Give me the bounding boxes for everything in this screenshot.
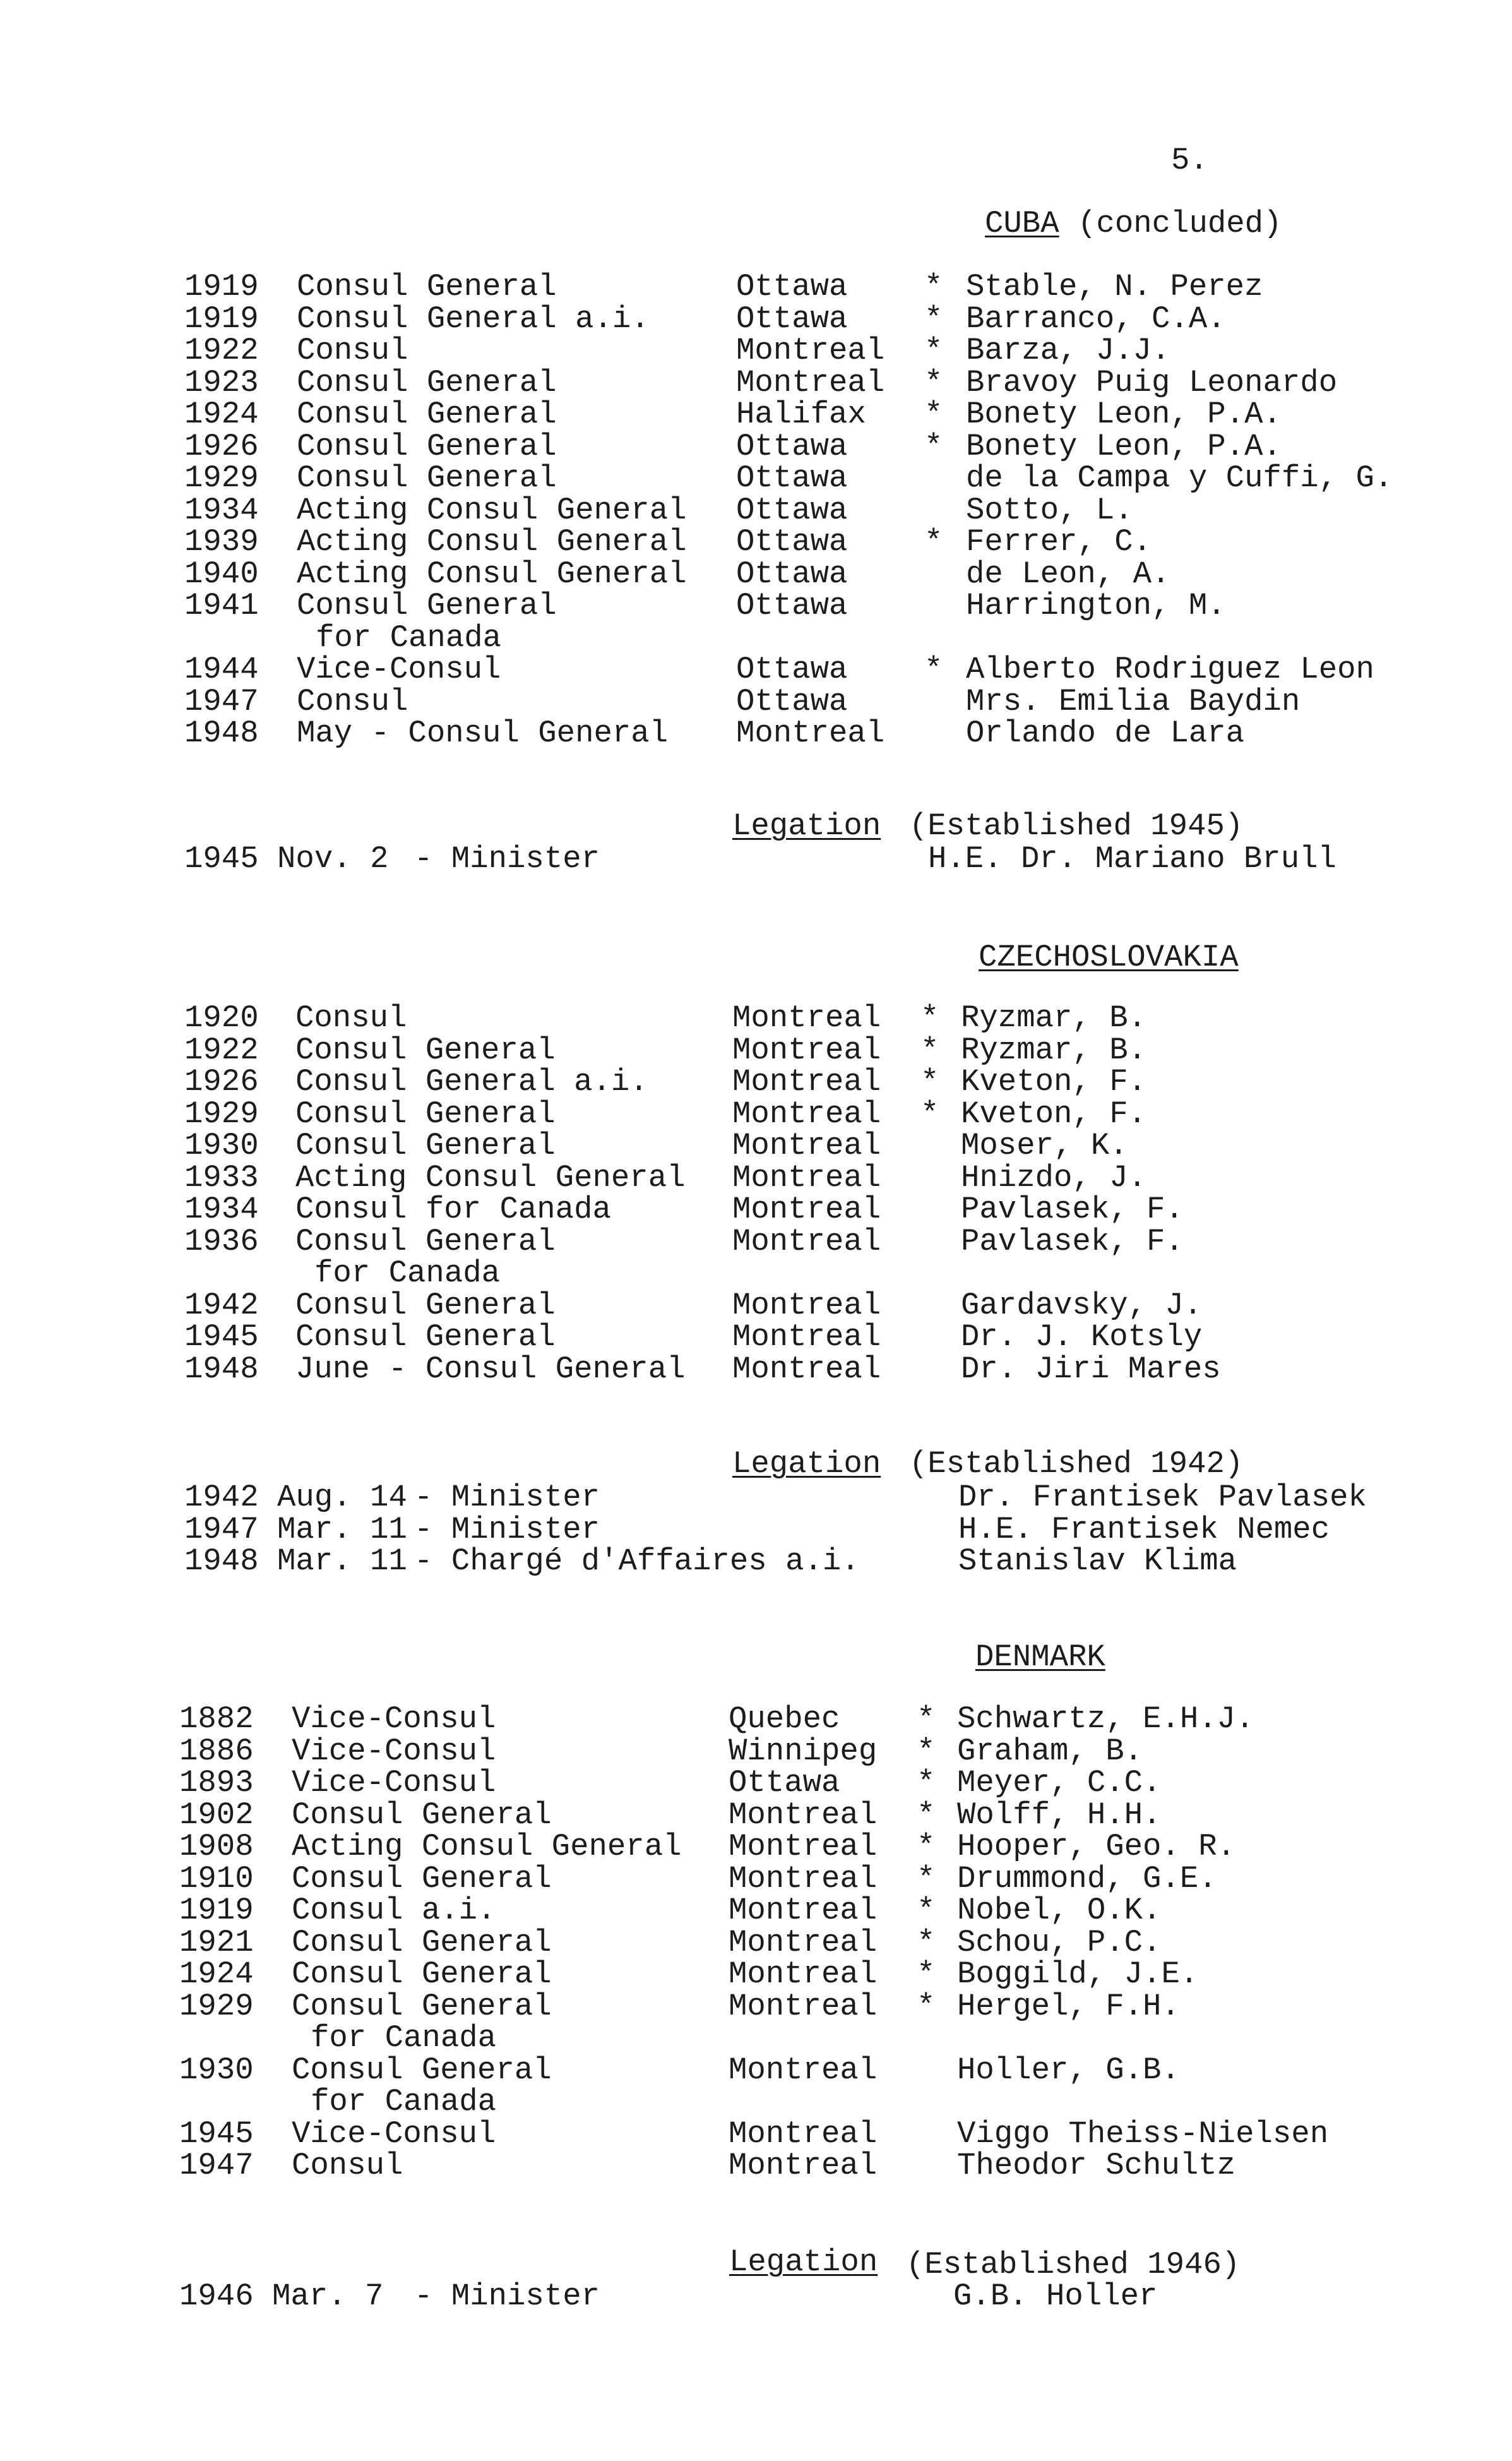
row-title: Consul General	[295, 1032, 556, 1068]
row-title: June - Consul General	[295, 1351, 686, 1387]
row-name: Graham, B.	[957, 1733, 1143, 1769]
row-year: 1919	[179, 1893, 254, 1928]
row-title: Consul General	[292, 1924, 552, 1960]
row-city: Montreal	[732, 1128, 881, 1163]
row-name: Wolff, H.H.	[957, 1797, 1162, 1833]
row-year: 1908	[179, 1829, 254, 1864]
row-title: Consul a.i.	[292, 1893, 496, 1928]
deceased-mark: *	[924, 364, 943, 400]
row-name: Ryzmar, B.	[961, 1032, 1147, 1068]
row-name: Schou, P.C.	[957, 1924, 1162, 1960]
row-name: Bravoy Puig Leonardo	[966, 364, 1338, 400]
row-name: Schwartz, E.H.J.	[957, 1701, 1254, 1737]
row-title: Consul General	[295, 1096, 556, 1132]
row-title: - Minister	[414, 841, 600, 877]
row-name: Drummond, G.E.	[957, 1860, 1217, 1896]
row-year: 1924	[184, 397, 259, 432]
row-title: - Chargé d'Affaires a.i.	[414, 1543, 860, 1579]
row-title: Consul	[295, 1000, 407, 1036]
section-heading: DENMARK	[975, 1639, 1105, 1675]
row-city: Montreal	[736, 333, 885, 368]
row-year: 1923	[184, 364, 259, 400]
row-name: H.E. Frantisek Nemec	[958, 1511, 1330, 1547]
row-year: 1922	[184, 333, 259, 368]
row-year: 1933	[184, 1159, 259, 1195]
row-name: Bonety Leon, P.A.	[966, 397, 1282, 432]
row-year: 1919	[184, 301, 259, 337]
row-city: Ottawa	[736, 524, 848, 560]
row-city: Halifax	[736, 397, 866, 432]
row-city: Montreal	[729, 1988, 878, 2024]
row-city: Montreal	[732, 1032, 881, 1068]
row-title: Vice-Consul	[292, 1701, 496, 1737]
row-name: Harrington, M.	[966, 588, 1226, 623]
row-year: 1882	[179, 1701, 254, 1737]
legation-label: Legation	[732, 1446, 881, 1482]
deceased-mark: *	[917, 1829, 936, 1864]
row-city: Montreal	[732, 1064, 881, 1099]
row-year: 1886	[179, 1733, 254, 1769]
legation-established: (Established 1946)	[906, 2247, 1241, 2282]
row-name: Kveton, F.	[961, 1064, 1147, 1099]
row-title: Consul General	[292, 1860, 552, 1896]
row-year: 1924	[179, 1956, 254, 1992]
legation-label: Legation	[732, 808, 881, 844]
row-name: Stanislav Klima	[958, 1543, 1237, 1579]
row-name: de Leon, A.	[966, 556, 1170, 592]
row-city: Ottawa	[736, 556, 848, 592]
row-name: Gardavsky, J.	[961, 1287, 1203, 1323]
row-year: 1910	[179, 1860, 254, 1896]
page-number: 5.	[1171, 143, 1208, 178]
section-heading	[985, 207, 1282, 240]
row-city: Ottawa	[736, 269, 848, 304]
row-year: 1922	[184, 1032, 259, 1068]
row-title: Consul	[297, 683, 408, 719]
section-heading: CZECHOSLOVAKIA	[979, 940, 1239, 975]
row-year: 1942	[184, 1287, 259, 1323]
row-name: Theodor Schultz	[957, 2148, 1236, 2183]
row-title: Consul	[292, 2148, 403, 2183]
row-date: 1942 Aug. 14	[184, 1480, 407, 1515]
row-year: 1920	[184, 1000, 259, 1036]
row-city: Ottawa	[736, 588, 848, 623]
row-city: Quebec	[729, 1701, 840, 1737]
row-name: Holler, G.B.	[957, 2052, 1180, 2088]
row-title: Consul General	[297, 397, 557, 432]
row-city: Ottawa	[729, 1765, 840, 1800]
row-city: Montreal	[732, 1159, 881, 1195]
deceased-mark: *	[924, 652, 943, 687]
row-year: 1926	[184, 1064, 259, 1099]
row-city: Montreal	[729, 1924, 878, 1960]
row-city: Ottawa	[736, 683, 848, 719]
row-name: Ryzmar, B.	[961, 1000, 1147, 1036]
row-title: Consul General	[295, 1128, 556, 1163]
row-name: Dr. J. Kotsly	[961, 1319, 1203, 1355]
deceased-mark: *	[917, 1893, 936, 1928]
deceased-mark: *	[924, 333, 943, 368]
row-city: Montreal	[729, 2052, 878, 2088]
deceased-mark: *	[917, 1988, 936, 2024]
row-name: Pavlasek, F.	[961, 1223, 1184, 1259]
row-title: Vice-Consul	[297, 652, 501, 687]
deceased-mark: *	[917, 1797, 936, 1833]
row-name: Dr. Jiri Mares	[961, 1351, 1221, 1387]
row-city: Montreal	[732, 1351, 881, 1387]
row-year: 1930	[179, 2052, 254, 2088]
row-year: 1941	[184, 588, 259, 623]
deceased-mark: *	[917, 1860, 936, 1896]
row-city: Montreal	[729, 1956, 878, 1992]
heading-suffix: (concluded)	[1078, 206, 1282, 241]
row-city: Montreal	[732, 1287, 881, 1323]
deceased-mark: *	[917, 1956, 936, 1992]
row-city: Montreal	[729, 2148, 878, 2183]
row-title: Consul General	[295, 1319, 556, 1355]
row-year: 1919	[184, 269, 259, 304]
row-title: Consul	[297, 333, 408, 368]
row-name: Boggild, J.E.	[957, 1956, 1199, 1992]
legation-label: Legation	[729, 2244, 878, 2280]
row-year: 1945	[184, 1319, 259, 1355]
row-title: Consul General	[292, 1988, 552, 2024]
row-title: - Minister	[414, 1511, 600, 1547]
deceased-mark: *	[924, 524, 943, 560]
row-name: Meyer, C.C.	[957, 1765, 1162, 1800]
row-city: Montreal	[732, 1000, 881, 1036]
row-city: Ottawa	[736, 492, 848, 528]
row-name: H.E. Dr. Mariano Brull	[928, 841, 1336, 877]
row-name: Alberto Rodriguez Leon	[966, 652, 1374, 687]
row-year: 1936	[184, 1223, 259, 1259]
row-name: Nobel, O.K.	[957, 1893, 1162, 1928]
row-city: Ottawa	[736, 428, 848, 464]
row-city: Montreal	[729, 1893, 878, 1928]
row-title-cont: for Canada	[316, 620, 502, 656]
deceased-mark: *	[920, 1000, 939, 1036]
deceased-mark: *	[917, 1733, 936, 1769]
row-city: Montreal	[732, 1096, 881, 1132]
row-name: Barza, J.J.	[966, 333, 1170, 368]
row-name: Barranco, C.A.	[966, 301, 1226, 337]
row-city: Montreal	[729, 1797, 878, 1833]
row-year: 1929	[179, 1988, 254, 2024]
row-title: Consul General	[297, 364, 557, 400]
deceased-mark: *	[924, 269, 943, 304]
row-city: Montreal	[732, 1192, 881, 1227]
row-name: Stable, N. Perez	[966, 269, 1263, 304]
deceased-mark: *	[917, 1701, 936, 1737]
row-title-cont: for Canada	[311, 2020, 497, 2056]
row-title: Acting Consul General	[297, 524, 687, 560]
row-name: de la Campa y Cuffi, G.	[966, 460, 1393, 496]
row-year: 1929	[184, 460, 259, 496]
row-title: Consul General	[295, 1223, 556, 1259]
row-city: Ottawa	[736, 301, 848, 337]
row-title: May - Consul General	[297, 716, 669, 751]
row-city: Montreal	[736, 716, 885, 751]
row-year: 1926	[184, 428, 259, 464]
row-title: Acting Consul General	[292, 1829, 682, 1864]
row-city: Montreal	[732, 1319, 881, 1355]
row-year: 1921	[179, 1924, 254, 1960]
row-title-cont: for Canada	[311, 2084, 497, 2119]
row-title: Acting Consul General	[295, 1159, 686, 1195]
row-title: Vice-Consul	[292, 2116, 496, 2152]
row-name: Orlando de Lara	[966, 716, 1245, 751]
row-name: Hergel, F.H.	[957, 1988, 1180, 2024]
row-title: Consul General	[297, 269, 557, 304]
row-name: Pavlasek, F.	[961, 1192, 1184, 1227]
deceased-mark: *	[920, 1096, 939, 1132]
row-title: Consul General	[292, 1797, 552, 1833]
deceased-mark: *	[924, 301, 943, 337]
legation-established: (Established 1942)	[909, 1446, 1244, 1482]
heading-country: CUBA	[985, 206, 1059, 241]
row-city: Montreal	[729, 1829, 878, 1864]
legation-established: (Established 1945)	[909, 808, 1244, 844]
row-title: Consul General	[292, 2052, 552, 2088]
row-name: Bonety Leon, P.A.	[966, 428, 1282, 464]
row-name: Hnizdo, J.	[961, 1159, 1147, 1195]
deceased-mark: *	[917, 1924, 936, 1960]
row-name: Mrs. Emilia Baydin	[966, 683, 1301, 719]
row-year: 1934	[184, 492, 259, 528]
row-title: Consul General	[292, 1956, 552, 1992]
row-date: 1945 Nov. 2	[184, 841, 389, 877]
row-year: 1930	[184, 1128, 259, 1163]
row-year: 1893	[179, 1765, 254, 1800]
row-name: Dr. Frantisek Pavlasek	[958, 1480, 1367, 1515]
row-year: 1944	[184, 652, 259, 687]
row-title: Acting Consul General	[297, 556, 687, 592]
row-title: - Minister	[414, 2278, 600, 2314]
row-year: 1934	[184, 1192, 259, 1227]
row-name: Kveton, F.	[961, 1096, 1147, 1132]
row-title: - Minister	[414, 1480, 600, 1515]
row-title: Vice-Consul	[292, 1733, 496, 1769]
row-year: 1939	[184, 524, 259, 560]
row-title: Consul General	[295, 1287, 556, 1323]
row-year: 1940	[184, 556, 259, 592]
row-title-cont: for Canada	[314, 1255, 501, 1291]
row-title: Consul General a.i.	[297, 301, 650, 337]
row-year: 1945	[179, 2116, 254, 2152]
row-title: Consul General a.i.	[295, 1064, 648, 1099]
row-year: 1947	[184, 683, 259, 719]
row-name: Hooper, Geo. R.	[957, 1829, 1236, 1864]
row-city: Montreal	[729, 2116, 878, 2152]
row-name: Sotto, L.	[966, 492, 1133, 528]
row-name: Moser, K.	[961, 1128, 1128, 1163]
row-year: 1948	[184, 716, 259, 751]
row-title: Acting Consul General	[297, 492, 687, 528]
deceased-mark: *	[920, 1064, 939, 1099]
row-date: 1947 Mar. 11	[184, 1511, 407, 1547]
row-title: Consul General	[297, 428, 557, 464]
row-name: G.B. Holler	[953, 2278, 1158, 2314]
row-city: Montreal	[732, 1223, 881, 1259]
deceased-mark: *	[924, 428, 943, 464]
row-name: Viggo Theiss-Nielsen	[957, 2116, 1329, 2152]
row-city: Ottawa	[736, 460, 848, 496]
row-city: Montreal	[729, 1860, 878, 1896]
row-title: Consul General	[297, 588, 557, 623]
row-year: 1902	[179, 1797, 254, 1833]
row-city: Ottawa	[736, 652, 848, 687]
row-date: 1946 Mar. 7	[179, 2278, 384, 2314]
row-city: Montreal	[736, 364, 885, 400]
row-year: 1948	[184, 1351, 259, 1387]
row-year: 1929	[184, 1096, 259, 1132]
row-name: Ferrer, C.	[966, 524, 1152, 560]
row-title: Consul for Canada	[295, 1192, 611, 1227]
row-title: Consul General	[297, 460, 557, 496]
row-year: 1947	[179, 2148, 254, 2183]
row-date: 1948 Mar. 11	[184, 1543, 407, 1579]
deceased-mark: *	[924, 397, 943, 432]
row-city: Winnipeg	[729, 1733, 878, 1769]
row-title: Vice-Consul	[292, 1765, 496, 1800]
deceased-mark: *	[917, 1765, 936, 1800]
deceased-mark: *	[920, 1032, 939, 1068]
